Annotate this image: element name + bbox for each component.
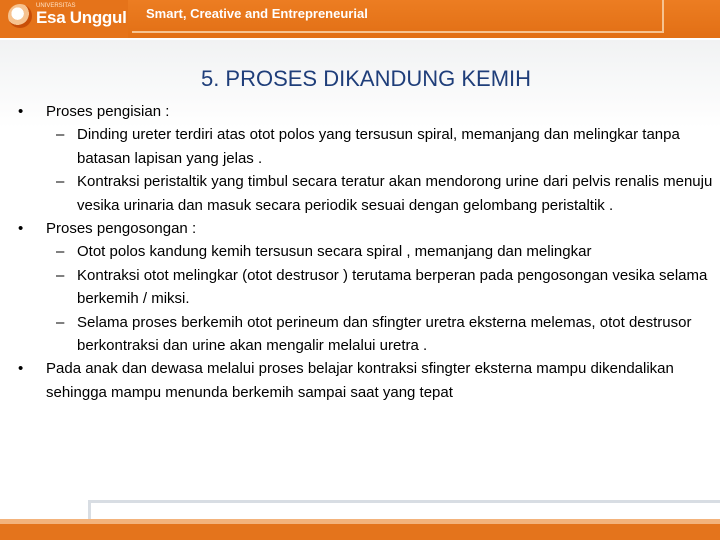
tagline: Smart, Creative and Entrepreneurial	[146, 6, 368, 21]
sub-bullet-text: Otot polos kandung kemih tersusun secara spiral , memanjang dan melingkar	[77, 243, 592, 261]
sub-bullet	[0, 170, 716, 217]
sub-bullet	[0, 240, 716, 263]
bullet-pada-anak	[0, 357, 716, 404]
bullet-proses-pengosongan	[0, 217, 716, 240]
bullet-dot-icon: •	[18, 103, 24, 120]
dash-icon: –	[56, 266, 65, 284]
bullet-label-suffix: :	[161, 103, 170, 120]
bullet-text: Pada anak dan dewasa melalui proses belajar kontraksi sfingter eksterna mampu dikendalikan sehingga mampu menunda berkemih sampai saat yang tepat	[46, 360, 674, 401]
dash-icon: –	[56, 126, 65, 144]
dash-icon: –	[56, 243, 65, 261]
sub-bullet	[0, 264, 716, 311]
university-logo[interactable]	[0, 0, 128, 38]
bullet-dot-icon: •	[18, 220, 24, 238]
slide-title: 5. PROSES DIKANDUNG KEMIH	[200, 66, 532, 91]
footer-bar	[0, 524, 720, 540]
sub-bullet-text: Selama proses berkemih otot perineum dan sfingter uretra eksterna melemas, otot destrusor berkontraksi dan urine akan mengalir melalui uretra .	[77, 313, 692, 355]
sub-bullet-text: Kontraksi otot melingkar (otot destrusor ) terutama berperan pada pengosongan vesika selama berkemih / miksi.	[77, 266, 708, 308]
bullet-label: Proses pengisian	[46, 103, 162, 120]
header-bar	[0, 0, 720, 38]
sub-bullet-text: Dinding ureter terdiri atas otot polos yang tersusun spiral, memanjang dan melingkar tanpa batasan lapisan yang jelas .	[77, 126, 680, 167]
logo-text: Esa Unggul	[36, 8, 127, 27]
dash-icon: –	[56, 313, 65, 331]
slide-body	[0, 100, 716, 404]
sub-bullet	[0, 311, 716, 358]
dash-icon: –	[56, 173, 65, 191]
sub-bullet	[0, 123, 716, 170]
bullet-proses-pengisian	[0, 100, 716, 123]
sub-bullet-text: Kontraksi peristaltik yang timbul secara teratur akan mendorong urine dari pelvis renalis menuju vesika urinaria dan masuk secara periodik sesuai dengan gelombang peristaltik .	[77, 173, 713, 214]
bullet-dot-icon: •	[18, 360, 24, 378]
logo-emblem-icon	[8, 4, 32, 28]
logo-small-text: UNIVERSITAS	[36, 3, 76, 9]
bullet-label: Proses pengosongan :	[46, 220, 197, 238]
